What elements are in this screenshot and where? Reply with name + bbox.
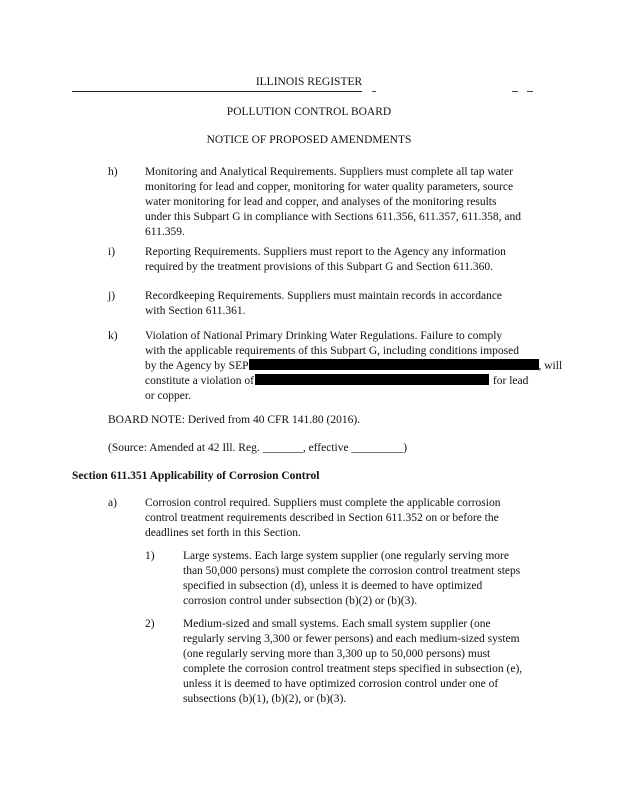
text-line: complete the corrosion control treatment steps specified in subsection (e), bbox=[183, 663, 523, 675]
text-line: Corrosion control required. Suppliers must complete the applicable corrosion bbox=[145, 497, 501, 509]
text-line: corrosion control under subsection (b)(2) or (b)(3). bbox=[183, 595, 418, 607]
text-line: subsections (b)(1), (b)(2), or (b)(3). bbox=[183, 693, 347, 705]
text-line: or copper. bbox=[145, 390, 191, 402]
subsection-2-marker: 2) bbox=[145, 618, 155, 630]
subsection-1-marker: 1) bbox=[145, 550, 155, 562]
item-h-marker: h) bbox=[108, 166, 118, 178]
source-note: (Source: Amended at 42 Ill. Reg. _______, effective _________) bbox=[108, 442, 408, 454]
item-h-text bbox=[145, 165, 521, 240]
subsection-a-text bbox=[145, 496, 500, 541]
text-line: under this Subpart G in compliance with Sections 611.356, 611.357, 611.358, and bbox=[145, 211, 521, 223]
text-fragment: by the Agency by SEP bbox=[145, 360, 249, 372]
text-line: specified in subsection (d), unless it is deemed to have optimized bbox=[183, 580, 483, 592]
item-k-marker: k) bbox=[108, 330, 118, 342]
text-line: unless it is deemed to have optimized corrosion control under one of bbox=[183, 678, 499, 690]
text-line: required by the treatment provisions of this Subpart G and Section 611.360. bbox=[145, 261, 494, 273]
header-rule-tick bbox=[512, 91, 518, 92]
text-fragment: for lead bbox=[492, 375, 529, 387]
redaction-bar bbox=[255, 374, 489, 385]
text-line: Recordkeeping Requirements. Suppliers must maintain records in accordance bbox=[145, 290, 503, 302]
item-j-text bbox=[145, 289, 502, 319]
text-line: regularly serving 3,300 or fewer persons) and each medium-sized system bbox=[183, 633, 520, 645]
subsection-2-text bbox=[183, 617, 522, 707]
item-k-text bbox=[145, 329, 562, 404]
item-i-marker: i) bbox=[108, 246, 116, 258]
text-line bbox=[145, 374, 562, 389]
header-rule-tick bbox=[527, 91, 533, 92]
text-line: with the applicable requirements of this Subpart G, including conditions imposed bbox=[145, 345, 520, 357]
header-rule-tick bbox=[372, 91, 376, 92]
register-title: ILLINOIS REGISTER bbox=[255, 76, 363, 88]
text-line: water monitoring for lead and copper, and analyses of the monitoring results bbox=[145, 196, 497, 208]
notice-title: NOTICE OF PROPOSED AMENDMENTS bbox=[206, 134, 412, 146]
text-line: with Section 611.361. bbox=[145, 305, 246, 317]
text-line: control treatment requirements described in Section 611.352 on or before the bbox=[145, 512, 499, 524]
text-line: Medium-sized and small systems. Each small system supplier (one bbox=[183, 618, 491, 630]
header-rule bbox=[72, 91, 362, 92]
section-heading: Section 611.351 Applicability of Corrosion Control bbox=[72, 470, 320, 482]
item-j-marker: j) bbox=[108, 290, 116, 302]
subsection-1-text bbox=[183, 549, 520, 609]
text-line: monitoring for lead and copper, monitoring for water quality parameters, source bbox=[145, 181, 514, 193]
text-line: Reporting Requirements. Suppliers must report to the Agency any information bbox=[145, 246, 506, 258]
item-i-text bbox=[145, 245, 506, 275]
text-line bbox=[145, 359, 562, 374]
board-note: BOARD NOTE: Derived from 40 CFR 141.80 (2016). bbox=[108, 414, 361, 426]
text-line: than 50,000 persons) must complete the corrosion control treatment steps bbox=[183, 565, 521, 577]
text-fragment: constitute a violation of bbox=[145, 375, 254, 387]
text-line: Violation of National Primary Drinking Water Regulations. Failure to comply bbox=[145, 330, 503, 342]
board-title: POLLUTION CONTROL BOARD bbox=[226, 106, 392, 118]
text-fragment: , will bbox=[538, 360, 563, 372]
text-line: Large systems. Each large system supplier (one regularly serving more bbox=[183, 550, 509, 562]
text-line: (one regularly serving more than 3,300 up to 50,000 persons) must bbox=[183, 648, 491, 660]
text-line: 611.359. bbox=[145, 226, 185, 238]
text-line: deadlines set forth in this Section. bbox=[145, 527, 301, 539]
text-line: Monitoring and Analytical Requirements. Suppliers must complete all tap water bbox=[145, 166, 513, 178]
subsection-a-marker: a) bbox=[108, 497, 117, 509]
redaction-bar bbox=[249, 359, 539, 370]
